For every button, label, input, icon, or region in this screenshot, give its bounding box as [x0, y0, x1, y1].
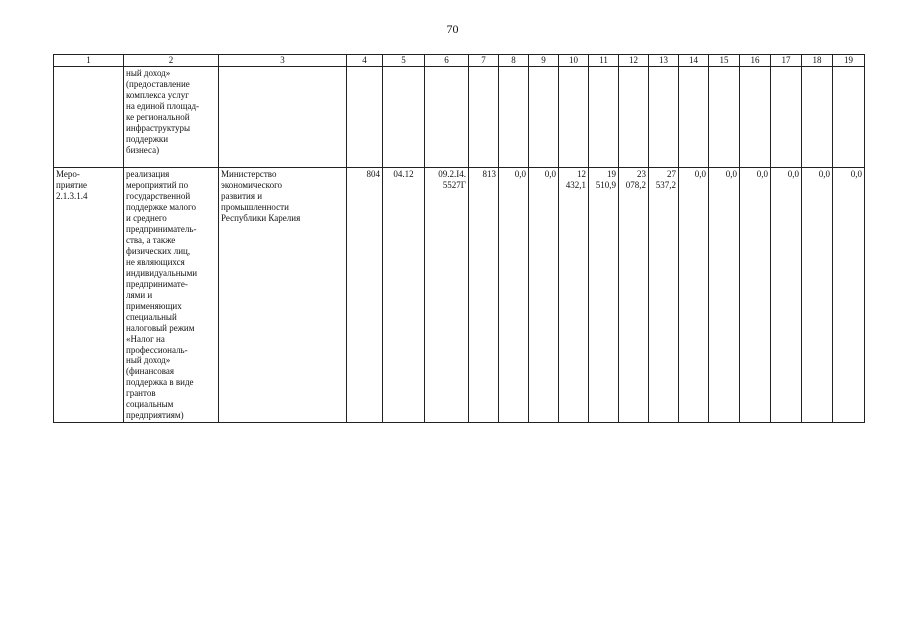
column-header: 9	[529, 55, 559, 67]
table-cell	[469, 67, 499, 168]
column-header: 18	[802, 55, 833, 67]
column-header: 10	[559, 55, 589, 67]
table-cell	[425, 67, 469, 168]
table-cell	[802, 67, 833, 168]
table-cell: 04.12	[383, 168, 425, 423]
column-header: 1	[54, 55, 124, 67]
table-cell: 0,0	[499, 168, 529, 423]
table-cell: 23 078,2	[619, 168, 649, 423]
table-cell: Меро- приятие 2.1.3.1.4	[54, 168, 124, 423]
table-cell	[559, 67, 589, 168]
column-header: 7	[469, 55, 499, 67]
table-cell	[619, 67, 649, 168]
column-header: 12	[619, 55, 649, 67]
table-cell: ный доход» (предоставление комплекса услуг на единой площад- ке региональной инфраструктуры поддержки бизнеса)	[124, 67, 219, 168]
column-header: 5	[383, 55, 425, 67]
table-cell	[679, 67, 709, 168]
table-cell: 27 537,2	[649, 168, 679, 423]
table-cell: 804	[347, 168, 383, 423]
table-cell: 0,0	[529, 168, 559, 423]
column-header: 6	[425, 55, 469, 67]
column-header: 13	[649, 55, 679, 67]
table-cell: 12 432,1	[559, 168, 589, 423]
column-header: 2	[124, 55, 219, 67]
table-cell	[499, 67, 529, 168]
page-number: 70	[446, 22, 459, 36]
column-header: 14	[679, 55, 709, 67]
table-cell	[740, 67, 771, 168]
column-header: 11	[589, 55, 619, 67]
column-header: 15	[709, 55, 740, 67]
table-row	[54, 67, 865, 168]
table-cell	[649, 67, 679, 168]
table-cell: 0,0	[740, 168, 771, 423]
table-cell: 813	[469, 168, 499, 423]
budget-table	[53, 54, 865, 423]
table-cell	[833, 67, 865, 168]
table-cell: 0,0	[771, 168, 802, 423]
table-cell	[709, 67, 740, 168]
column-header: 17	[771, 55, 802, 67]
column-header: 4	[347, 55, 383, 67]
table-cell: Министерство экономического развития и промышленности Республики Карелия	[219, 168, 347, 423]
table-cell: 09.2.I4. 5527Г	[425, 168, 469, 423]
table-cell: 0,0	[833, 168, 865, 423]
column-header: 3	[219, 55, 347, 67]
table-cell	[771, 67, 802, 168]
table-cell	[589, 67, 619, 168]
table-cell: 19 510,9	[589, 168, 619, 423]
table-cell	[347, 67, 383, 168]
table-cell	[219, 67, 347, 168]
column-header: 19	[833, 55, 865, 67]
header-row	[54, 55, 865, 67]
table-cell: 0,0	[679, 168, 709, 423]
column-header: 16	[740, 55, 771, 67]
table-cell	[529, 67, 559, 168]
table-cell: 0,0	[802, 168, 833, 423]
table-row	[54, 168, 865, 423]
table-cell: 0,0	[709, 168, 740, 423]
column-header: 8	[499, 55, 529, 67]
table-cell	[383, 67, 425, 168]
table-cell: реализация мероприятий по государственной поддержке малого и среднего предприниматель- ства, а также физических лиц, не являющихся индивидуальными предпринимате- лями и применяющих специальный налоговый режим «Налог на профессиональ- ный доход» (финансовая поддержка в виде грантов социальным предприятиям)	[124, 168, 219, 423]
table-cell	[54, 67, 124, 168]
